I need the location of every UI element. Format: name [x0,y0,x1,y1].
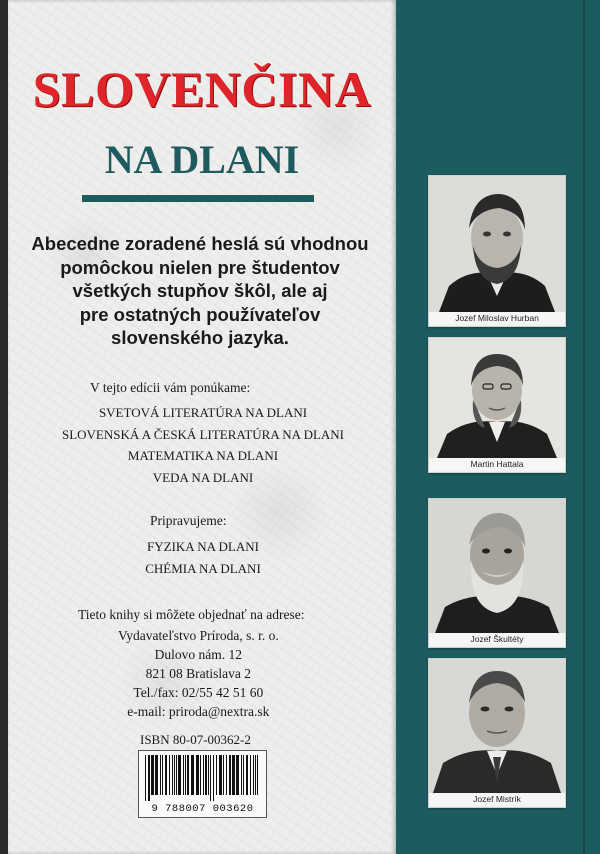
series-item: VEDA NA DLANI [152,469,254,485]
series-list [48,402,358,488]
barcode-bar [223,755,224,795]
address-line: 821 08 Bratislava 2 [145,666,252,681]
portrait-caption: Jozef Mistrík [429,793,565,805]
barcode-bar [160,755,161,795]
barcode-bar [191,755,194,795]
barcode-bar [183,755,184,795]
barcode-bar [250,755,251,795]
portrait-skultety-image [429,499,565,633]
barcode-bars [143,755,262,801]
series-item: MATEMATIKA NA DLANI [127,448,279,463]
barcode-bar [148,755,150,801]
barcode-bar [162,755,163,795]
book-subtitle: NA DLANI [104,137,300,182]
portrait-hattala [428,337,566,473]
barcode-bar [174,755,175,795]
intro-line: slovenského jazyka. [111,327,289,348]
barcode-bar [236,755,239,795]
address-line: Tel./fax: 02/55 42 51 60 [133,685,264,700]
book-title: SLOVENČINA [32,61,372,117]
barcode-bar [243,755,244,795]
barcode-bar [187,755,189,795]
portrait-caption: Jozef Miloslav Hurban [429,312,565,324]
barcode-bar [208,755,209,795]
barcode-number: 9 788007 003620 [151,803,254,815]
portrait-skultety [428,498,566,648]
barcode-bar [169,755,170,795]
barcode-bar [151,755,154,795]
barcode-bar [232,755,235,795]
barcode-bar [203,755,204,795]
barcode-bar [257,755,258,795]
intro-line: všetkých stupňov škôl, ale aj [72,280,328,301]
barcode-bar [176,755,177,795]
portrait-caption: Jozef Škultéty [429,633,565,645]
intro-line: Abecedne zoradené heslá sú vhodnou [31,233,369,254]
series-heading: V tejto edícii vám ponúkame: [90,380,251,395]
barcode-bar [229,755,231,795]
barcode-bar [178,755,181,795]
barcode-bar [210,755,211,801]
barcode-bar [205,755,207,795]
intro-line: pre ostatných používateľov [79,303,321,325]
portrait-hurban [428,175,566,327]
barcode-bar [145,755,146,801]
barcode-bar [219,755,222,795]
portrait-caption: Martin Hattala [429,458,565,470]
intro-line: pomôckou nielen pre študentov [60,256,340,278]
barcode-bar [255,755,256,795]
series-item: SLOVENSKÁ A ČESKÁ LITERATÚRA NA DLANI [61,426,345,442]
preparing-item: CHÉMIA NA DLANI [145,560,261,576]
barcode-bar [216,755,217,795]
portrait-mistrik [428,658,566,808]
portrait-hurban-image [429,176,565,312]
barcode-bar [246,755,248,795]
series-item: SVETOVÁ LITERATÚRA NA DLANI [98,405,308,420]
barcode-bar [165,755,167,795]
publisher-address [118,626,279,721]
barcode-bar [200,755,201,795]
preparing-heading: Pripravujeme: [150,513,227,528]
address-line: Dulovo nám. 12 [154,647,243,662]
barcode-bar [185,755,186,795]
preparing-list [48,536,358,579]
isbn-label: ISBN 80-07-00362-2 [140,732,251,747]
barcode-bar [172,755,173,795]
preparing-item: FYZIKA NA DLANI [147,539,259,554]
order-heading: Tieto knihy si môžete objednať na adrese: [78,607,305,622]
intro-text [20,232,380,350]
cover-edge [0,0,8,854]
address-line: Vydavateľstvo Príroda, s. r. o. [118,628,279,643]
portrait-hattala-image [429,338,565,458]
barcode-bar [155,755,158,795]
spine-line [583,0,585,854]
portrait-mistrik-image [429,659,565,793]
barcode-bar [226,755,227,795]
barcode-bar [241,755,242,795]
barcode-bar [213,755,214,801]
barcode-bar [253,755,254,795]
barcode-bar [196,755,199,795]
title-divider [82,195,314,202]
barcode [138,750,267,818]
address-line: e-mail: priroda@nextra.sk [127,704,270,719]
